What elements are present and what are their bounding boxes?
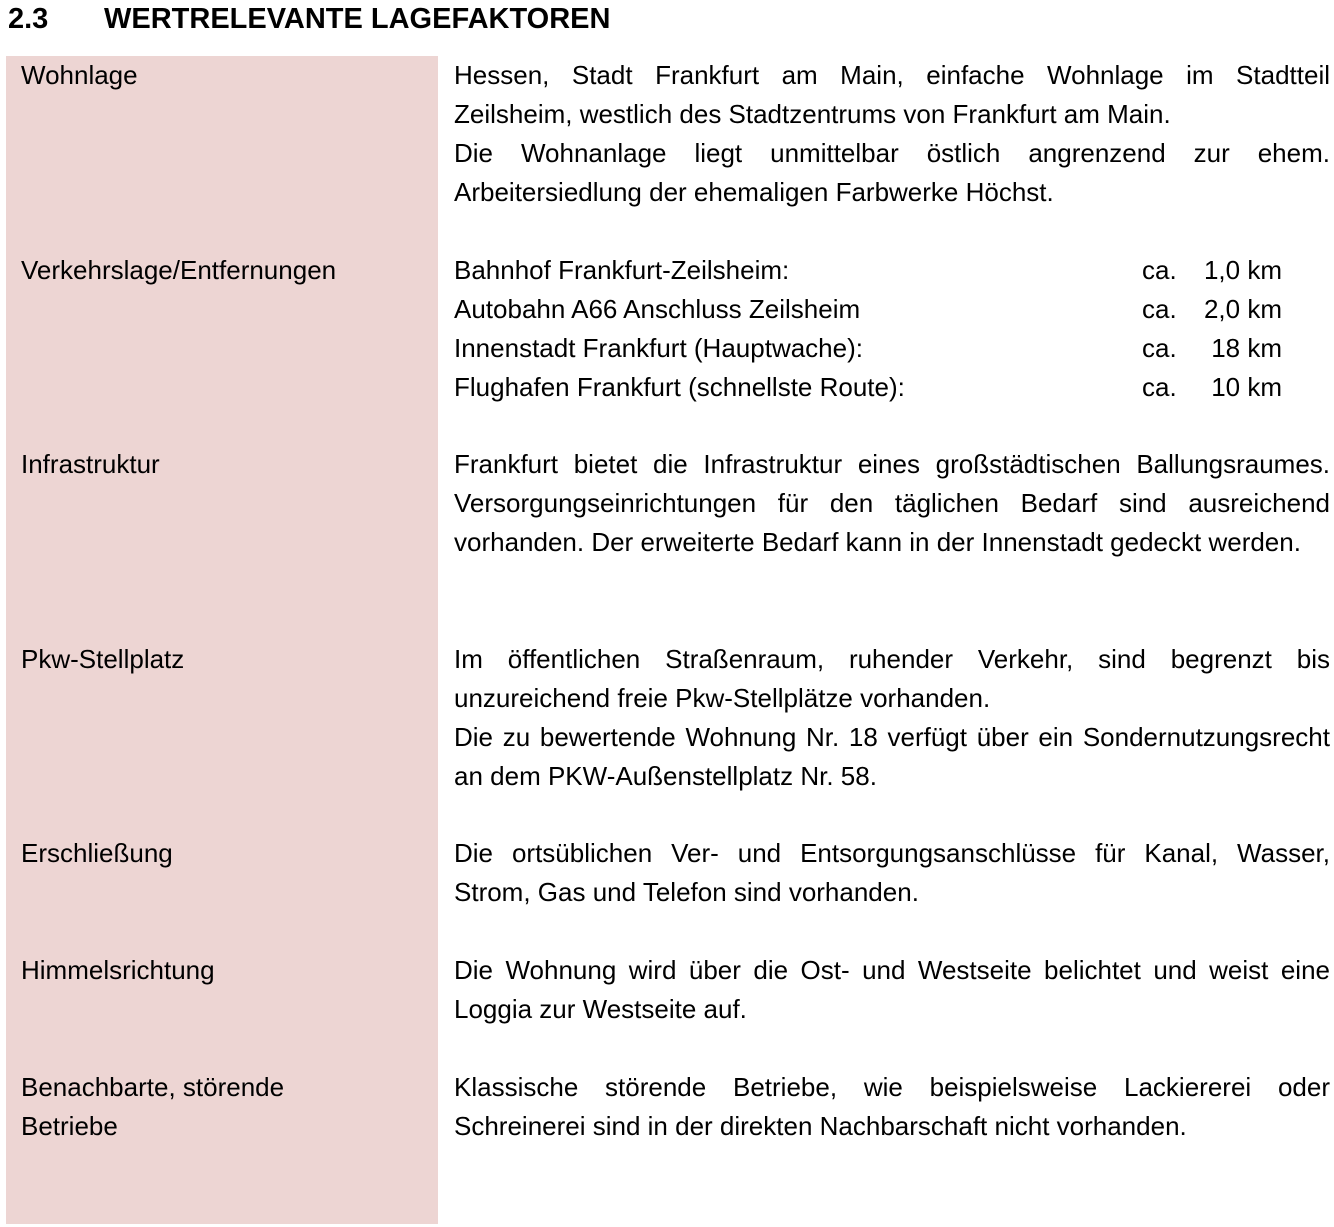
- section-heading: [8, 0, 610, 38]
- distance-name: Flughafen Frankfurt (schnellste Route):: [454, 372, 905, 402]
- text-erschliessung: [454, 834, 1330, 912]
- distance-name: Innenstadt Frankfurt (Hauptwache):: [454, 333, 863, 363]
- paragraph: Die zu bewertende Wohnung Nr. 18 verfügt über ein Sondernutzungsrecht an dem PKW-Außenstellplatz Nr. 58.: [454, 722, 1330, 791]
- text-betriebe: [454, 1068, 1330, 1146]
- paragraph: Die ortsüblichen Ver- und Entsorgungsanschlüsse für Kanal, Wasser, Strom, Gas und Telefon sind vorhanden.: [454, 838, 1330, 907]
- distance-ca: ca.: [1142, 333, 1177, 363]
- label-erschliessung: Erschließung: [21, 838, 173, 868]
- section-number: 2.3: [8, 3, 49, 35]
- distance-item: [454, 290, 1330, 329]
- text-infrastruktur: [454, 445, 1330, 562]
- label-himmelsrichtung: Himmelsrichtung: [21, 955, 215, 985]
- paragraph: Im öffentlichen Straßenraum, ruhender Verkehr, sind begrenzt bis unzureichend freie Pkw-Stellplätze vorhanden.: [454, 644, 1330, 713]
- section-title: WERTRELEVANTE LAGEFAKTOREN: [104, 3, 611, 35]
- distance-ca: ca.: [1142, 255, 1177, 285]
- text-himmelsrichtung: [454, 951, 1330, 1029]
- distance-ca: ca.: [1142, 372, 1177, 402]
- paragraph: Die Wohnanlage liegt unmittelbar östlich angrenzend zur ehem. Arbeitersiedlung der ehemaligen Farbwerke Höchst.: [454, 138, 1330, 207]
- label-verkehrslage: Verkehrslage/Entfernungen: [21, 255, 337, 285]
- distance-value: 1,0 km: [1203, 255, 1282, 285]
- distance-item: [454, 368, 1330, 407]
- text-wohnlage: [454, 56, 1330, 212]
- paragraph: Hessen, Stadt Frankfurt am Main, einfache Wohnlage im Stadtteil Zeilsheim, westlich des Stadtzentrums von Frankfurt am Main.: [454, 60, 1330, 129]
- distance-name: Bahnhof Frankfurt-Zeilsheim:: [454, 255, 790, 285]
- distance-ca: ca.: [1142, 294, 1177, 324]
- distance-value: 2,0 km: [1203, 294, 1282, 324]
- text-pkw-stellplatz: [454, 640, 1330, 796]
- label-infrastruktur: Infrastruktur: [21, 449, 160, 479]
- distance-value: 18 km: [1211, 333, 1282, 363]
- paragraph: Klassische störende Betriebe, wie beispielsweise Lackiererei oder Schreinerei sind in der direkten Nachbarschaft nicht vorhanden.: [454, 1072, 1330, 1141]
- label-wohnlage: Wohnlage: [21, 60, 138, 90]
- paragraph: Die Wohnung wird über die Ost- und Westseite belichtet und weist eine Loggia zur Westseite auf.: [454, 955, 1330, 1024]
- distance-value: 10 km: [1211, 372, 1282, 402]
- distance-name: Autobahn A66 Anschluss Zeilsheim: [454, 294, 861, 324]
- paragraph: Frankfurt bietet die Infrastruktur eines großstädtischen Ballungsraumes. Versorgungseinrichtungen für den täglichen Bedarf sind ausreichend vorhanden. Der erweiterte Bedarf kann in der Innenstadt gedeckt werden.: [454, 449, 1330, 557]
- label-betriebe: Benachbarte, störende Betriebe: [21, 1072, 285, 1141]
- label-pkw-stellplatz: Pkw-Stellplatz: [21, 644, 185, 674]
- distance-item: [454, 329, 1330, 368]
- distance-list: [454, 251, 1330, 407]
- distance-item: [454, 251, 1330, 290]
